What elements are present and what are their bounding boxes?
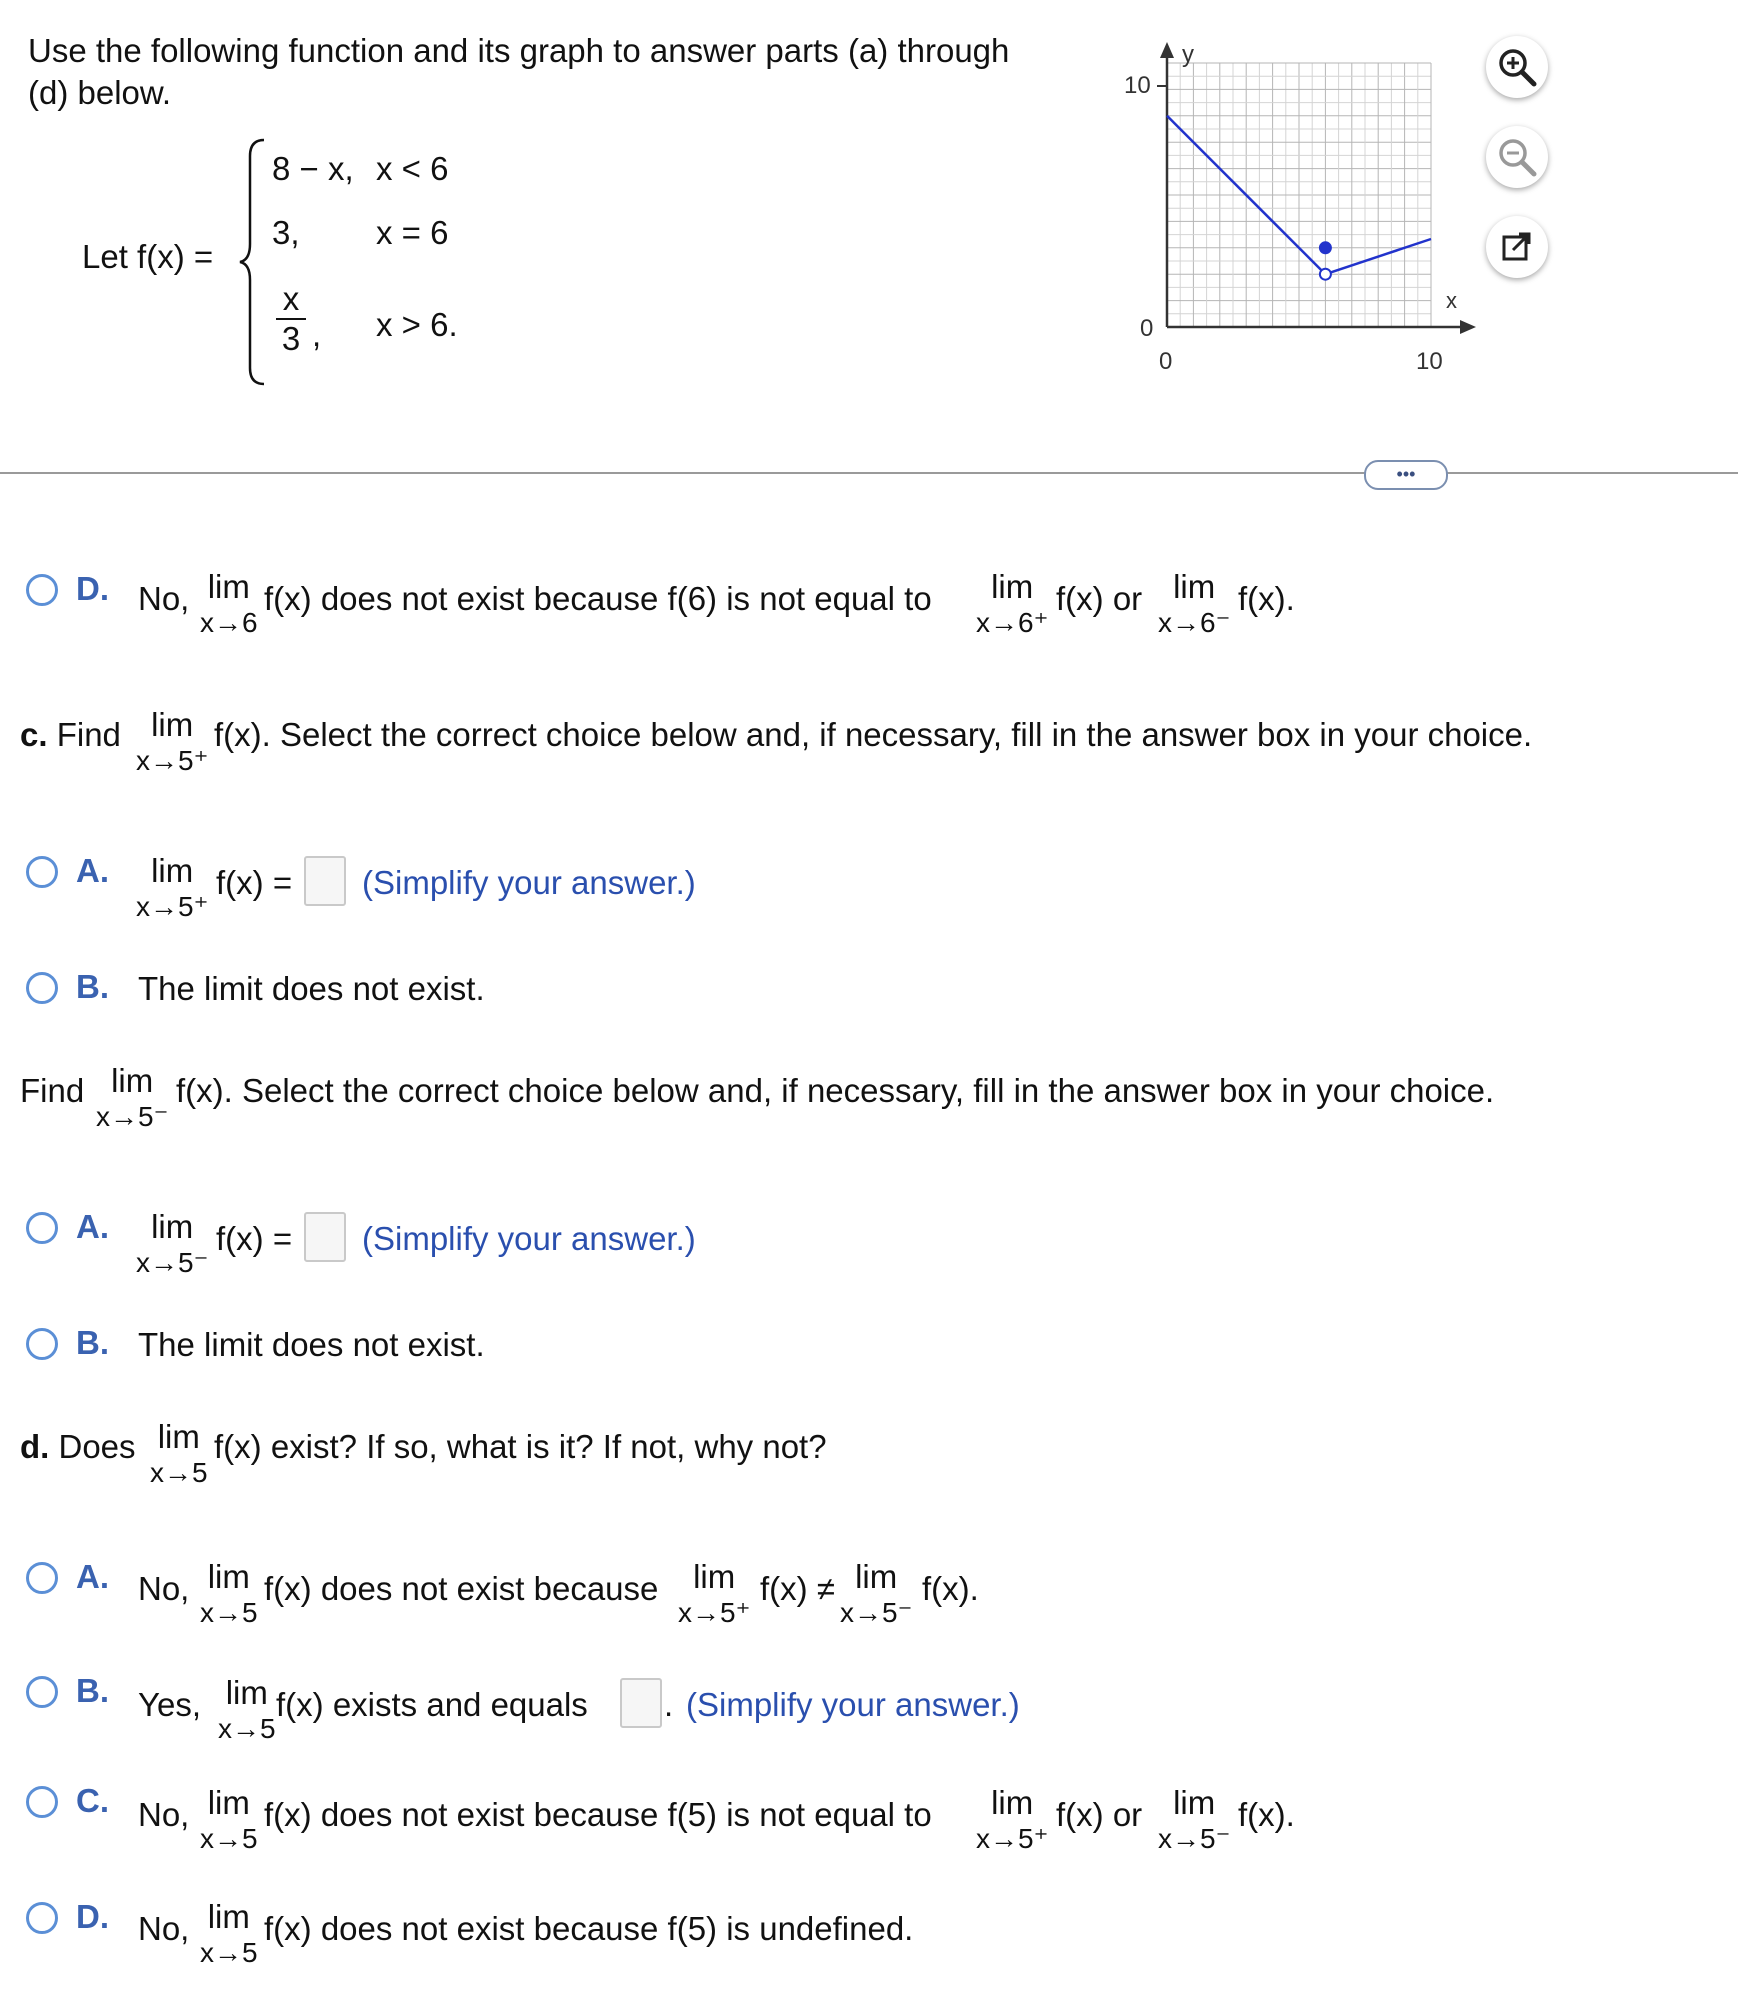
partd-choice-d-lim: lim x→5 — [200, 1898, 258, 1968]
zoom-in-icon — [1495, 45, 1539, 89]
partd-choice-b-dot: . — [664, 1686, 674, 1723]
popout-button[interactable] — [1486, 216, 1548, 278]
partc2-lim: lim x→5⁻ — [96, 1062, 169, 1132]
case-2-cond: x = 6 — [376, 214, 449, 251]
partc-choice-b-radio[interactable] — [26, 972, 58, 1004]
partd-choice-a-lim1: lim x→5 — [200, 1558, 258, 1628]
partd-choice-d-radio[interactable] — [26, 1902, 58, 1934]
fraction-numerator: x — [282, 280, 300, 317]
partb-choice-d-lim3: lim x→6⁻ — [1158, 568, 1231, 638]
partd-choice-b-letter: B. — [76, 1672, 109, 1709]
y-axis-label: y — [1182, 41, 1194, 68]
partc-answer-box[interactable] — [304, 856, 346, 906]
partc2-find: Find — [20, 1072, 85, 1109]
partb-choice-d-text2: f(x) or — [1056, 580, 1143, 617]
partd-does: Does — [58, 1428, 136, 1465]
case-3-comma: , — [312, 316, 322, 353]
y-tick-10: 10 — [1124, 72, 1151, 99]
partd-choice-a-text3: f(x). — [922, 1570, 979, 1607]
graph-grid — [1167, 63, 1431, 327]
partd-choice-b-lim: lim x→5 — [218, 1674, 276, 1744]
lim-text: lim — [207, 568, 250, 605]
external-link-icon — [1497, 227, 1537, 267]
partd-choice-b-hint: (Simplify your answer.) — [686, 1686, 1020, 1723]
partb-choice-d-radio[interactable] — [26, 574, 58, 606]
partc-choice-b-letter: B. — [76, 968, 109, 1005]
case-3-cond: x > 6. — [376, 306, 458, 343]
partc2-choice-a-lim: lim x→5⁻ — [136, 1208, 209, 1278]
partc2-choice-a-letter: A. — [76, 1208, 109, 1245]
partd-choice-c-lim3: lim x→5⁻ — [1158, 1784, 1231, 1854]
partc2-answer-box[interactable] — [304, 1212, 346, 1262]
case-1-cond: x < 6 — [376, 150, 449, 187]
partb-choice-d-letter: D. — [76, 570, 109, 607]
partd-choice-c-lim1: lim x→5 — [200, 1784, 258, 1854]
partc-choice-a-hint: (Simplify your answer.) — [362, 864, 696, 901]
partc2-choice-b-radio[interactable] — [26, 1328, 58, 1360]
partb-choice-d-lim1 — [200, 570, 258, 637]
function-graph — [1110, 36, 1490, 386]
zoom-in-button[interactable] — [1486, 36, 1548, 98]
y-axis-arrow — [1160, 42, 1174, 58]
partc2-instructions: f(x). Select the correct choice below and, if necessary, fill in the answer box in your choice. — [176, 1072, 1495, 1109]
intro-line-2: (d) below. — [28, 74, 172, 111]
partc2-choice-b-letter: B. — [76, 1324, 109, 1361]
x-axis-label: x — [1446, 288, 1457, 313]
x-tick-10: 10 — [1416, 348, 1443, 375]
partc-label: c. — [20, 716, 48, 753]
partd-choice-a-text2: f(x) ≠ — [760, 1570, 835, 1607]
partd-choice-a-text1: f(x) does not exist because — [264, 1570, 659, 1607]
open-point-at-6 — [1320, 269, 1331, 280]
function-label: Let f(x) = — [82, 238, 214, 275]
partd-choice-b-radio[interactable] — [26, 1676, 58, 1708]
partd-choice-d-letter: D. — [76, 1898, 109, 1935]
partd-question: f(x) exist? If so, what is it? If not, why not? — [214, 1428, 827, 1465]
x-tick-0: 0 — [1159, 348, 1173, 375]
lim-sub: x→6 — [200, 607, 258, 638]
partd-choice-c-letter: C. — [76, 1782, 109, 1819]
partd-heading — [20, 1428, 136, 1466]
partd-choice-a-lim3: lim x→5⁻ — [840, 1558, 913, 1628]
partd-choice-a-no: No, — [138, 1570, 190, 1607]
partd-answer-box[interactable] — [620, 1678, 662, 1728]
partc2-choice-a-radio[interactable] — [26, 1212, 58, 1244]
partb-choice-d-no: No, — [138, 580, 190, 617]
partc-choice-a-eq: f(x) = — [216, 864, 293, 901]
closed-point-f6 — [1320, 242, 1331, 253]
partd-choice-c-lim2: lim x→5⁺ — [976, 1784, 1049, 1854]
expand-more-button[interactable]: ••• — [1364, 460, 1448, 490]
partd-choice-d-no: No, — [138, 1910, 190, 1947]
partc-find: Find — [56, 716, 121, 753]
partc-choice-a-lim: lim x→5⁺ — [136, 852, 209, 922]
y-tick-0: 0 — [1140, 315, 1154, 342]
partc2-choice-a-eq: f(x) = — [216, 1220, 293, 1257]
partd-label: d. — [20, 1428, 50, 1465]
partd-choice-c-text1: f(x) does not exist because f(5) is not equal to — [264, 1796, 932, 1833]
partd-choice-a-lim2: lim x→5⁺ — [678, 1558, 751, 1628]
zoom-out-icon — [1495, 135, 1539, 179]
partc2-choice-a-hint: (Simplify your answer.) — [362, 1220, 696, 1257]
partd-lim: lim x→5 — [150, 1418, 208, 1488]
partc-lim: lim x→5⁺ — [136, 706, 209, 776]
case-2-expr: 3, — [272, 214, 300, 251]
partc-heading — [20, 716, 121, 754]
partd-choice-b-text: f(x) exists and equals — [276, 1686, 588, 1723]
zoom-out-button[interactable] — [1486, 126, 1548, 188]
fraction-denominator: 3 — [281, 320, 301, 357]
partd-choice-c-text2: f(x) or — [1056, 1796, 1143, 1833]
partd-choice-b-yes: Yes, — [138, 1686, 202, 1723]
partc-choice-b-text: The limit does not exist. — [138, 970, 485, 1007]
case-1-expr: 8 − x, — [272, 150, 354, 187]
partc-instructions: f(x). Select the correct choice below and, if necessary, fill in the answer box in your choice. — [214, 716, 1533, 753]
section-divider — [0, 472, 1738, 474]
partd-choice-a-radio[interactable] — [26, 1562, 58, 1594]
partd-choice-c-radio[interactable] — [26, 1786, 58, 1818]
partc2-choice-b-text: The limit does not exist. — [138, 1326, 485, 1363]
partd-choice-c-text3: f(x). — [1238, 1796, 1295, 1833]
partd-choice-d-text: f(x) does not exist because f(5) is undefined. — [264, 1910, 914, 1947]
x-axis-arrow — [1460, 320, 1476, 334]
partd-choice-c-no: No, — [138, 1796, 190, 1833]
partb-choice-d-text3: f(x). — [1238, 580, 1295, 617]
partb-choice-d-text1: f(x) does not exist because f(6) is not equal to — [264, 580, 932, 617]
piecewise-brace — [238, 136, 268, 388]
case-3-fraction — [276, 282, 306, 356]
intro-line-1: Use the following function and its graph to answer parts (a) through — [28, 32, 1010, 69]
partb-choice-d-lim2: lim x→6⁺ — [976, 568, 1049, 638]
partd-choice-a-letter: A. — [76, 1558, 109, 1595]
partc-choice-a-radio[interactable] — [26, 856, 58, 888]
partc-choice-a-letter: A. — [76, 852, 109, 889]
